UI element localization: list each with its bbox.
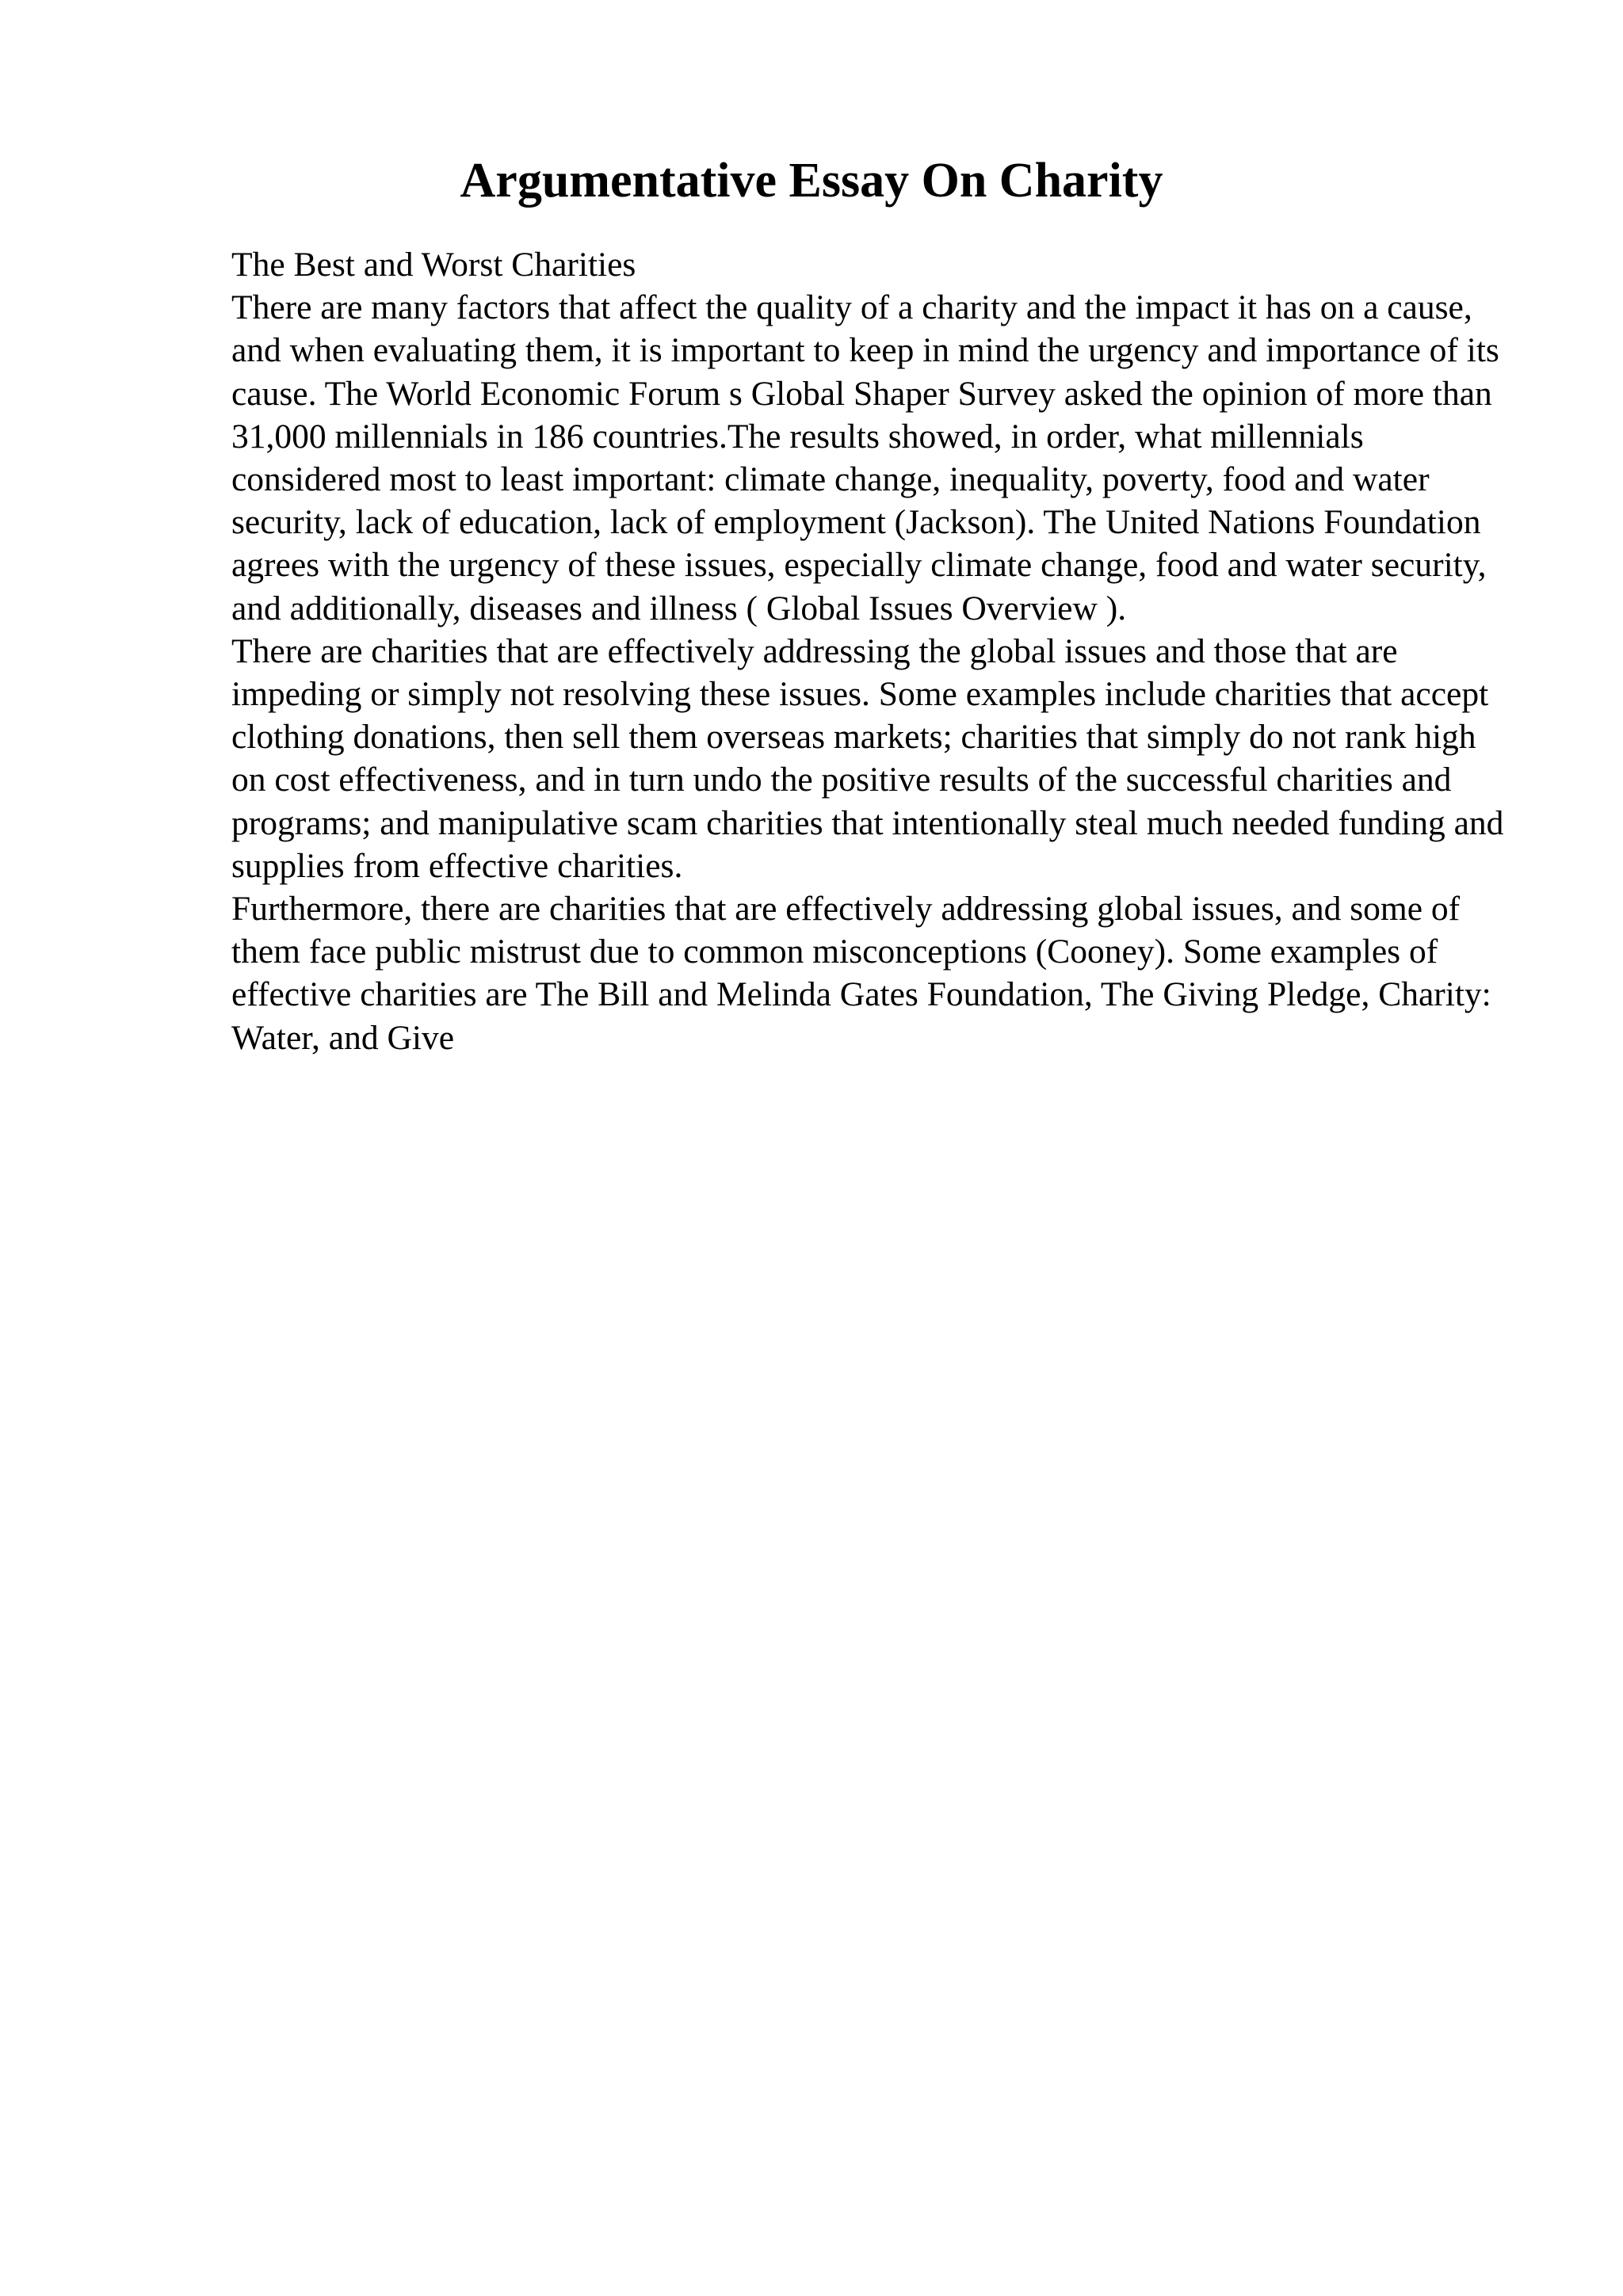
- paragraph-3: Furthermore, there are charities that are effectively addressing global issues, and some of them face public mistrust due to common misconceptions (Cooney). Some examples of effective charities are The Bill and Melinda Gates Foundation, The Giving Pledge, Charity: Water, and Give: [231, 890, 1491, 1057]
- paragraph-1: There are many factors that affect the quality of a charity and the impact it has on a cause, and when evaluating them, it is important to keep in mind the urgency and importance of its cause. The World Economic Forum s Global Shaper Survey asked the opinion of more than 31,000 millennials in 186 countries.The results showed, in order, what millennials considered most to least important: climate change, inequality, poverty, food and water security, lack of education, lack of employment (Jackson). The United Nations Foundation agrees with the urgency of these issues, especially climate change, food and water security, and additionally, diseases and illness ( Global Issues Overview ).: [231, 288, 1499, 627]
- section-subtitle: The Best and Worst Charities: [231, 246, 636, 284]
- document-title: Argumentative Essay On Charity: [460, 154, 1163, 208]
- paragraph-2: There are charities that are effectively addressing the global issues and those that are impeding or simply not resolving these issues. Some examples include charities that accept clothing donations, then sell them overseas markets; charities that simply do not rank high on cost effectiveness, and in turn undo the positive results of the successful charities and programs; and manipulative scam charities that intentionally steal much needed funding and supplies from effective charities.: [231, 631, 1504, 885]
- document-body: [231, 243, 1515, 1059]
